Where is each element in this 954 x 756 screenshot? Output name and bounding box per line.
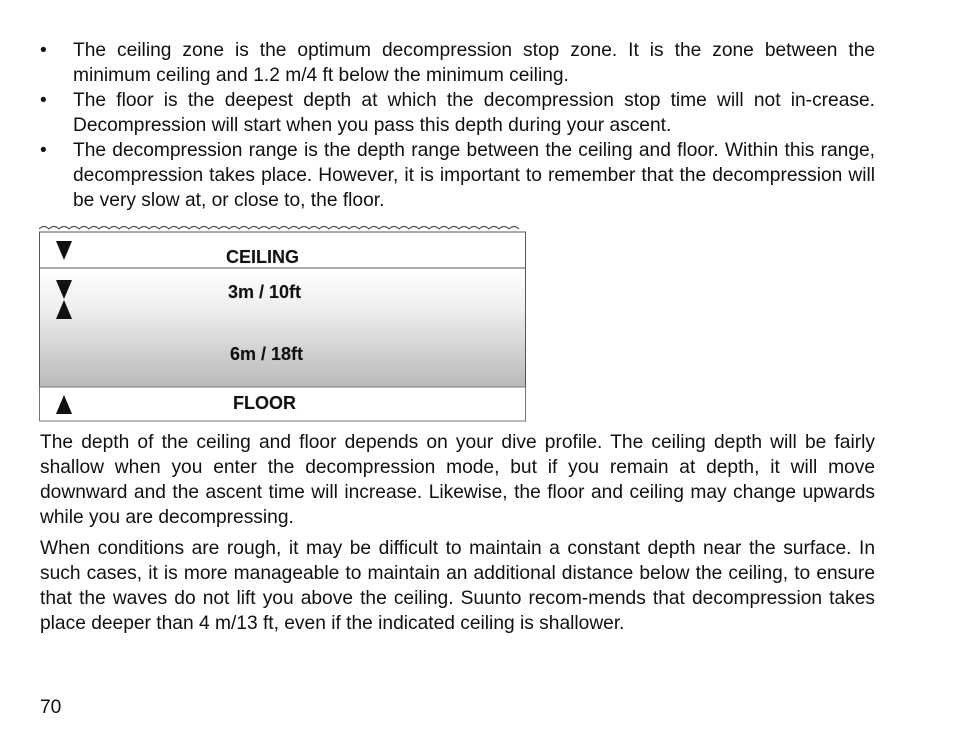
bullet-marker: • [40, 90, 47, 111]
bullet-marker: • [40, 40, 47, 61]
page-number: 70 [40, 697, 62, 718]
floor-label: FLOOR [233, 393, 296, 413]
paragraph-ceiling-floor-depth: The depth of the ceiling and floor depends on your dive profile. The ceiling depth will be fairly shallow when you enter the decompression mode, but if you remain at depth, it will move downward and the ascent time will increase. Likewise, the floor and ceiling may change upwards while you are decompressing. [40, 432, 875, 528]
bullet-list [40, 38, 875, 213]
lower-depth-label: 6m / 18ft [230, 344, 304, 364]
decompression-zone-figure [39, 220, 526, 422]
water-surface-wave [39, 227, 519, 230]
bullet-item [40, 138, 875, 213]
paragraph-rough-conditions: When conditions are rough, it may be difficult to maintain a constant depth near the surface. In such cases, it is more manageable to maintain an additional distance below the ceiling, to ensure that the waves do not lift you above the ceiling. Suunto recom-mends that decompression takes place deeper than 4 m/13 ft, even if the indicated ceiling is shallower. [40, 538, 875, 634]
bullet-item [40, 88, 875, 138]
bullet-text: The decompression range is the depth range between the ceiling and floor. Within this range, decompression takes place. However, it is important to remember that the decompression will be very slow at, or close to, the floor. [73, 140, 875, 211]
bullet-item [40, 38, 875, 88]
ceiling-label: CEILING [226, 247, 300, 267]
bullet-text: The floor is the deepest depth at which the decompression stop time will not in-crease. Decompression will start when you pass this depth during your ascent. [73, 90, 875, 136]
bullet-marker: • [40, 140, 47, 161]
bullet-text: The ceiling zone is the optimum decompression stop zone. It is the zone between the minimum ceiling and 1.2 m/4 ft below the minimum ceiling. [73, 40, 875, 86]
upper-depth-label: 3m / 10ft [228, 282, 302, 302]
